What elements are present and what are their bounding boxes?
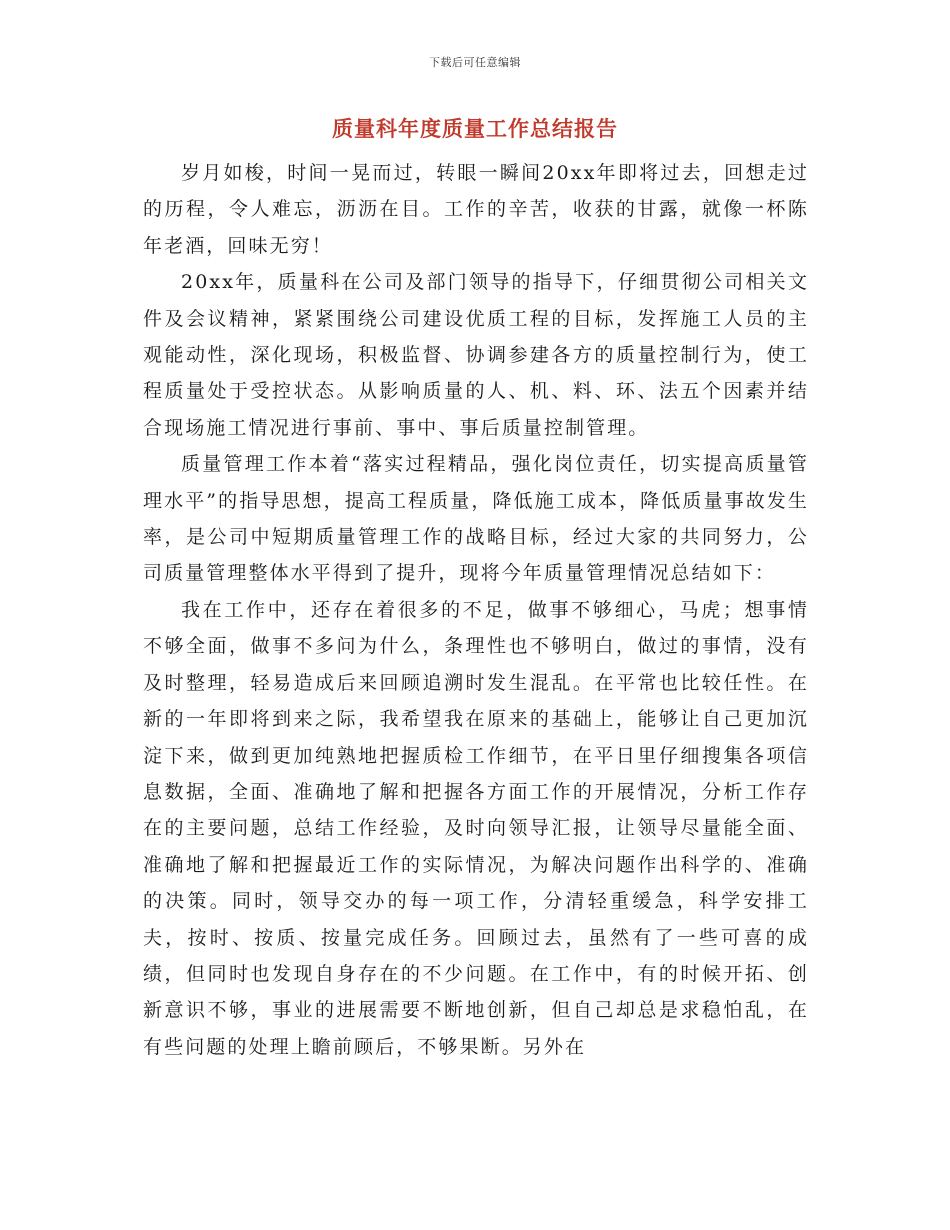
- paragraph: 岁月如梭，时间一晃而过，转眼一瞬间20xx年即将过去，回想走过的历程，令人难忘，沥沥在目。工作的辛苦，收获的甘露，就像一杯陈年老酒，回味无穷！: [143, 162, 809, 257]
- document-body: [143, 155, 809, 1065]
- paragraph: 20xx年，质量科在公司及部门领导的指导下，仔细贯彻公司相关文件及会议精神，紧紧围绕公司建设优质工程的目标，发挥施工人员的主观能动性，深化现场，积极监督、协调参建各方的质量控制行为，使工程质量处于受控状态。从影响质量的人、机、料、环、法五个因素并结合现场施工情况进行事前、事中、事后质量控制管理。: [143, 271, 809, 439]
- paragraph: 我在工作中，还存在着很多的不足，做事不够细心，马虎；想事情不够全面，做事不多问为什么，条理性也不够明白，做过的事情，没有及时整理，轻易造成后来回顾追溯时发生混乱。在平常也比较任性。在新的一年即将到来之际，我希望我在原来的基础上，能够让自己更加沉淀下来，做到更加纯熟地把握质检工作细节，在平日里仔细搜集各项信息数据，全面、准确地了解和把握各方面工作的开展情况，分析工作存在的主要问题，总结工作经验，及时向领导汇报，让领导尽量能全面、准确地了解和把握最近工作的实际情况，为解决问题作出科学的、准确的决策。同时，领导交办的每一项工作，分清轻重缓急，科学安排工夫，按时、按质、按量完成任务。回顾过去，虽然有了一些可喜的成绩，但同时也发现自身存在的不少问题。在工作中，有的时候开拓、创新意识不够，事业的进展需要不断地创新，但自己却总是求稳怕乱，在有些问题的处理上瞻前顾后，不够果断。另外在: [143, 598, 809, 1058]
- header-note: 下载后可任意编辑: [429, 56, 521, 69]
- paragraph: 质量管理工作本着“落实过程精品，强化岗位责任，切实提高质量管理水平”的指导思想，提高工程质量，降低施工成本，降低质量事故发生率，是公司中短期质量管理工作的战略目标，经过大家的共同努力，公司质量管理整体水平得到了提升，现将今年质量管理情况总结如下：: [143, 453, 809, 585]
- document-title: 质量科年度质量工作总结报告: [332, 116, 618, 141]
